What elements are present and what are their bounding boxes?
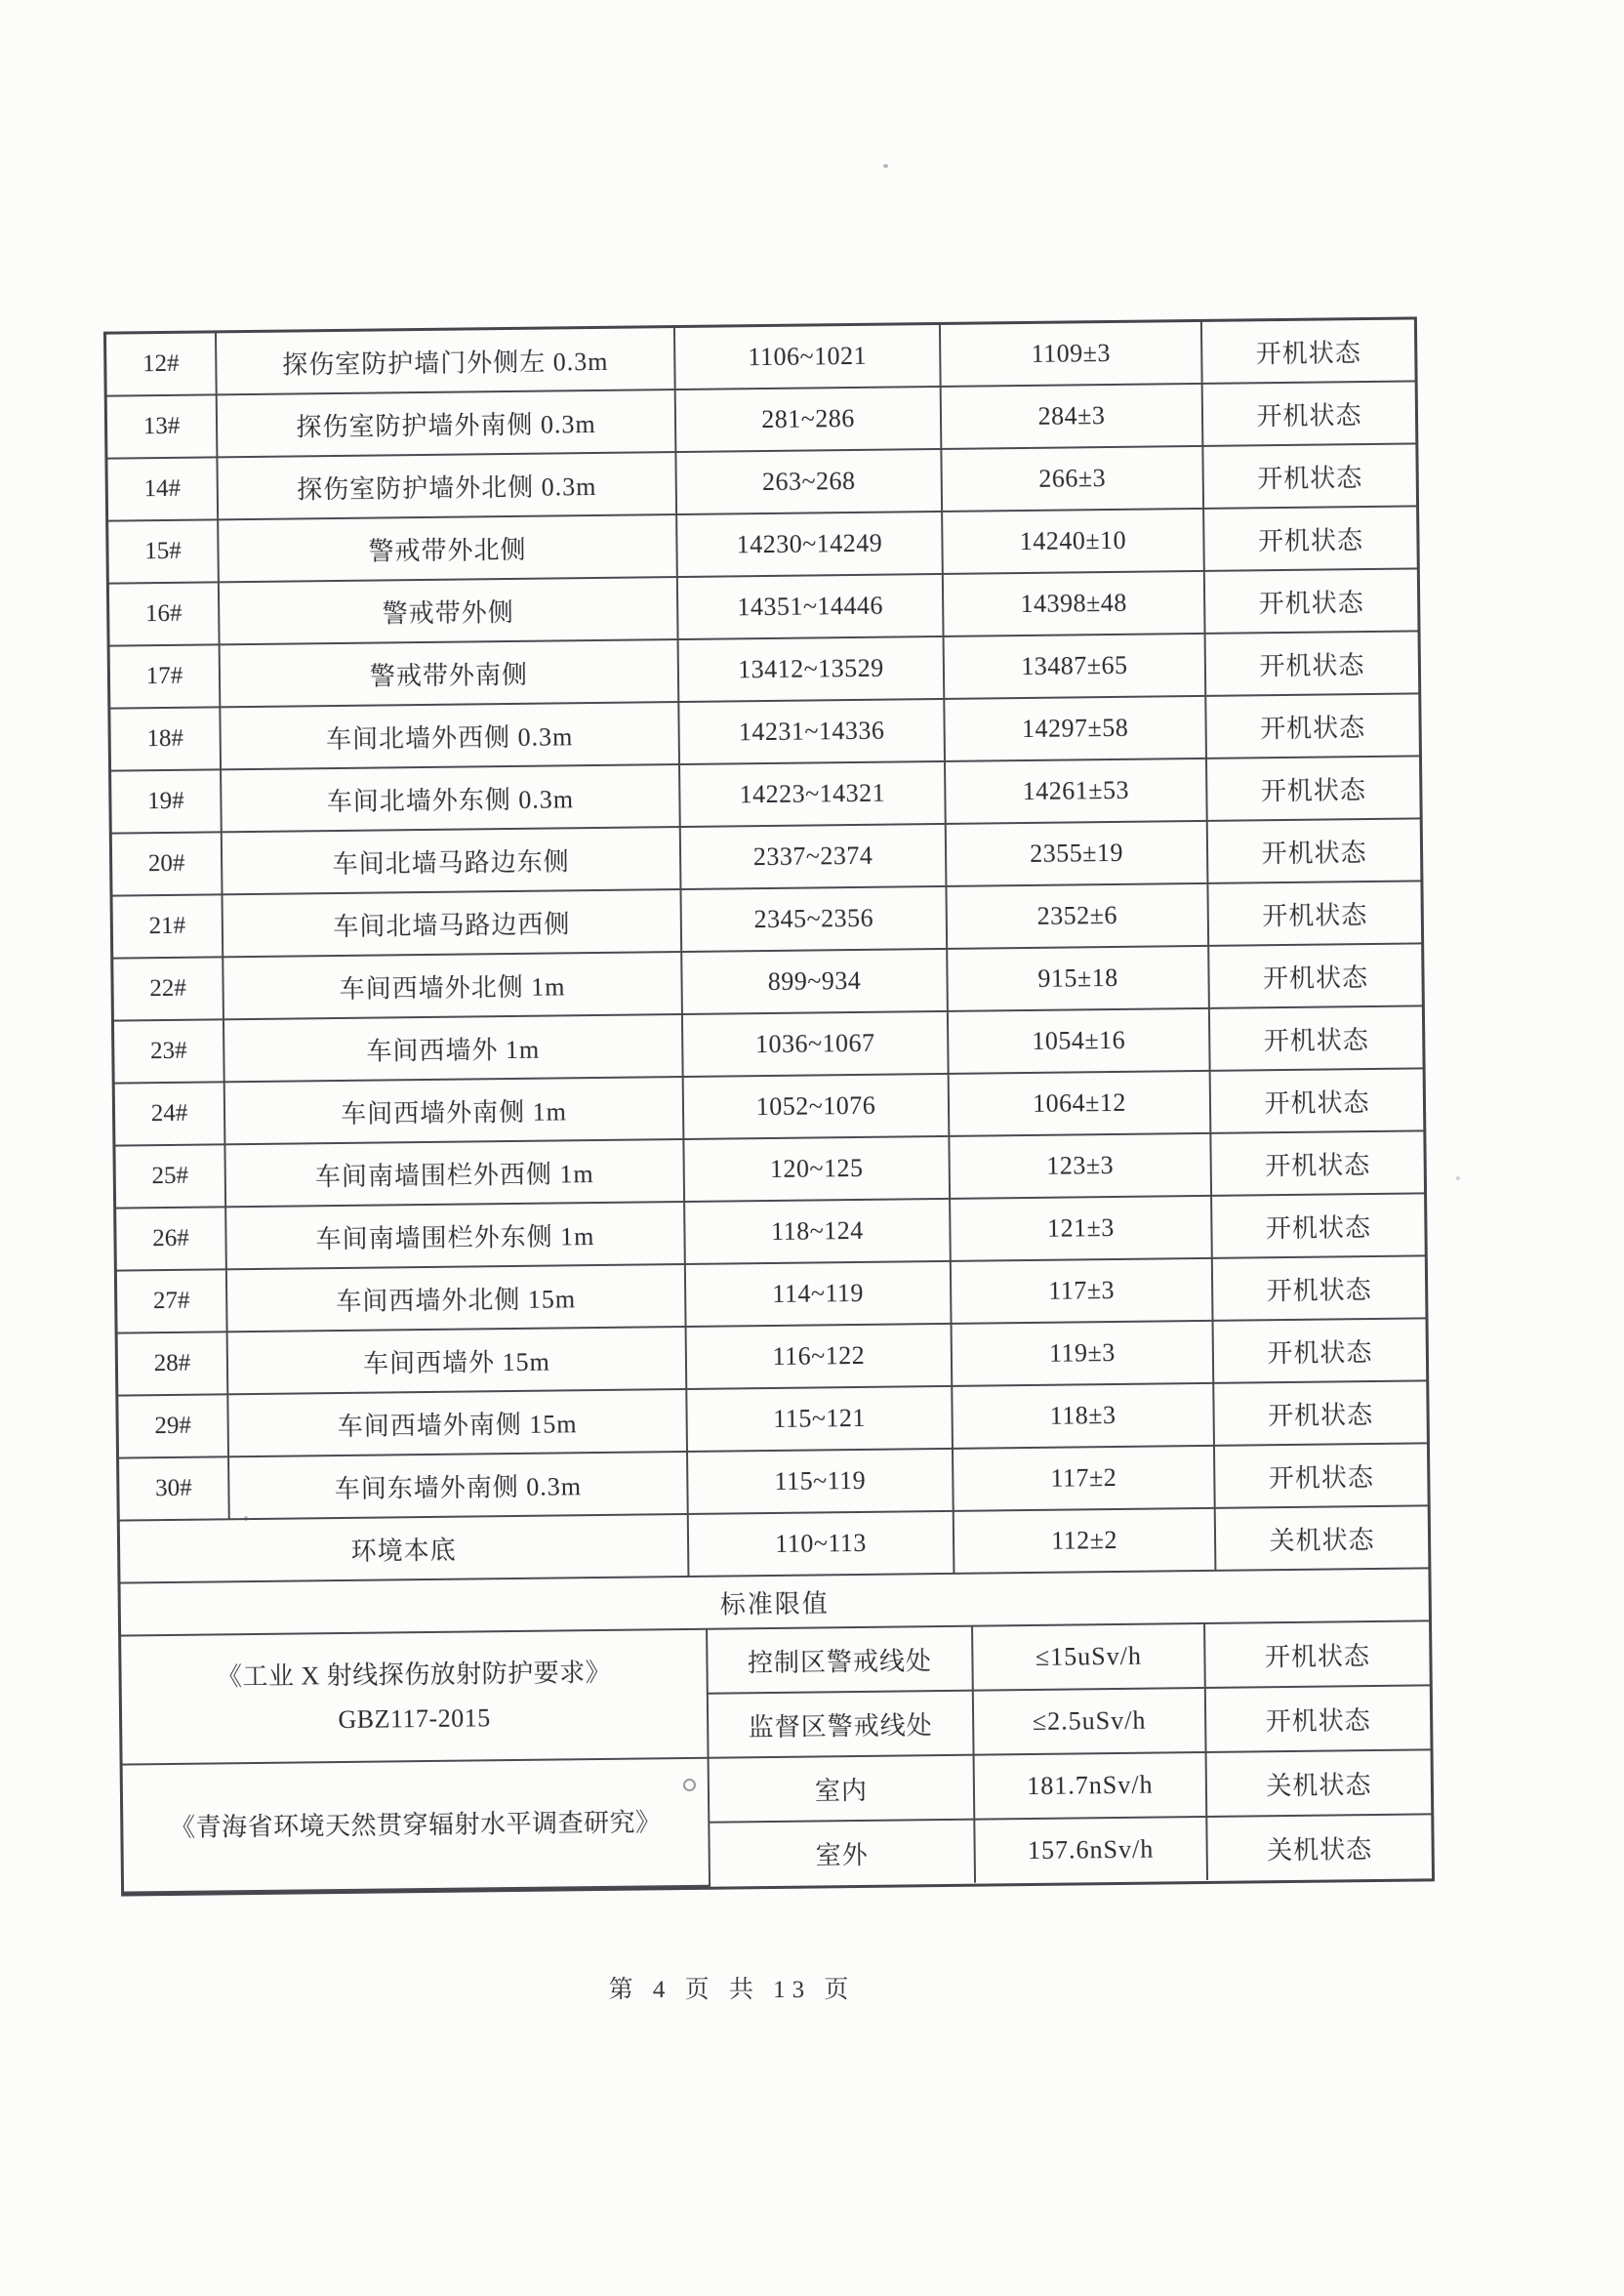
- point-id: 29#: [118, 1394, 228, 1457]
- dose-range: 263~268: [675, 449, 942, 514]
- device-status: 开机状态: [1206, 756, 1420, 820]
- limit-value: 181.7nSv/h: [974, 1752, 1207, 1820]
- dose-range: 120~125: [683, 1136, 950, 1202]
- device-status: 关机状态: [1215, 1505, 1429, 1570]
- dose-range: 14223~14321: [679, 761, 946, 827]
- zone-label: 监督区警戒线处: [708, 1691, 974, 1758]
- scan-speck: [244, 1516, 248, 1521]
- dose-mean: 1054±16: [948, 1008, 1210, 1074]
- point-location: 探伤室防护墙门外侧左 0.3m: [216, 328, 675, 394]
- dose-range: 14351~14446: [677, 574, 944, 639]
- dose-measurement-rows: [106, 319, 1428, 1583]
- device-status: 开机状态: [1203, 506, 1417, 570]
- dose-mean: 1064±12: [949, 1071, 1211, 1136]
- device-status: 开机状态: [1210, 1130, 1424, 1195]
- measurement-table: [103, 316, 1435, 1896]
- dose-range: 14230~14249: [676, 512, 943, 577]
- dose-mean: 14398±48: [943, 571, 1205, 636]
- dose-mean: 119±3: [952, 1321, 1214, 1386]
- dose-mean: 118±3: [952, 1383, 1214, 1449]
- zone-label: 控制区警戒线处: [707, 1627, 973, 1694]
- dose-range: 1052~1076: [683, 1074, 950, 1139]
- point-location: 车间南墙围栏外东侧 1m: [225, 1202, 685, 1269]
- point-id: 19#: [111, 769, 222, 833]
- dose-mean: 123±3: [949, 1133, 1211, 1199]
- zone-label: 室外: [709, 1820, 975, 1886]
- point-id: 16#: [109, 582, 220, 645]
- point-location: 车间北墙马路边西侧: [223, 889, 682, 957]
- point-location: 车间南墙围栏外西侧 1m: [224, 1139, 684, 1207]
- device-status: 开机状态: [1209, 1005, 1423, 1070]
- point-id: 17#: [110, 644, 221, 708]
- dose-range: 110~113: [688, 1511, 954, 1577]
- point-location: 探伤室防护墙外南侧 0.3m: [217, 390, 676, 457]
- standard-limits-table: [121, 1621, 1432, 1893]
- dose-mean: 14261±53: [945, 758, 1207, 824]
- point-location: 车间西墙外南侧 1m: [224, 1077, 684, 1144]
- point-location: 车间东墙外南侧 0.3m: [228, 1452, 688, 1519]
- standard-limit-section-header: 标准限值: [121, 1569, 1430, 1636]
- dose-mean: 112±2: [954, 1508, 1216, 1574]
- dose-mean: 266±3: [941, 446, 1203, 512]
- point-location: 车间西墙外 1m: [223, 1014, 683, 1082]
- dose-mean: 13487±65: [944, 634, 1206, 699]
- device-status: 开机状态: [1214, 1443, 1428, 1507]
- device-status: 开机状态: [1208, 943, 1422, 1007]
- point-location: 车间西墙外 15m: [227, 1327, 687, 1394]
- page-number-footer: 第 4 页 共 13 页: [608, 1977, 856, 2003]
- dose-range: 14231~14336: [678, 699, 945, 764]
- dose-range: 116~122: [686, 1324, 953, 1389]
- point-location: 警戒带外南侧: [220, 639, 679, 707]
- point-id: 26#: [116, 1207, 226, 1270]
- point-id: 30#: [119, 1456, 229, 1520]
- point-id: 15#: [108, 519, 219, 583]
- device-status: 开机状态: [1207, 818, 1421, 882]
- dose-range: 115~119: [687, 1449, 954, 1514]
- point-location: 车间西墙外南侧 15m: [227, 1389, 687, 1456]
- point-id: 27#: [117, 1269, 227, 1332]
- dose-mean: 915±18: [947, 946, 1209, 1011]
- device-status: 开机状态: [1201, 319, 1415, 383]
- point-id: 23#: [114, 1019, 224, 1083]
- dose-range: 118~124: [684, 1199, 951, 1264]
- point-location: 探伤室防护墙外北侧 0.3m: [217, 452, 676, 519]
- point-id: 28#: [118, 1332, 228, 1395]
- scan-speck: [1456, 1176, 1460, 1180]
- device-status: 开机状态: [1205, 631, 1419, 695]
- point-location: 车间西墙外北侧 1m: [223, 952, 682, 1019]
- point-id: 18#: [110, 707, 221, 770]
- device-status: 开机状态: [1202, 443, 1416, 508]
- scan-artifact-ring: [683, 1779, 696, 1791]
- device-status: 开机状态: [1211, 1193, 1425, 1257]
- standard-name-qinghai-survey: 《青海省环境天然贯穿辐射水平调查研究》: [123, 1758, 710, 1893]
- point-location: 警戒带外侧: [219, 577, 678, 644]
- dose-range: 899~934: [681, 949, 948, 1014]
- dose-mean: 284±3: [941, 384, 1203, 449]
- dose-range: 2345~2356: [680, 886, 947, 952]
- dose-range: 115~121: [686, 1386, 953, 1452]
- point-id: 22#: [113, 957, 223, 1020]
- point-location: 车间北墙外东侧 0.3m: [221, 764, 680, 832]
- device-status: 开机状态: [1213, 1318, 1427, 1382]
- point-location: 车间北墙外西侧 0.3m: [220, 702, 679, 769]
- dose-range: 1036~1067: [682, 1011, 949, 1077]
- point-id: 25#: [115, 1144, 225, 1208]
- point-id: 21#: [113, 894, 223, 958]
- point-location: 警戒带外北侧: [218, 514, 677, 582]
- device-status: 开机状态: [1204, 568, 1418, 633]
- point-location: 车间西墙外北侧 15m: [226, 1264, 686, 1332]
- device-status: 开机状态: [1213, 1380, 1427, 1445]
- device-status: 开机状态: [1207, 881, 1421, 945]
- point-id: 13#: [107, 394, 218, 458]
- standard-code: GBZ117-2015: [338, 1703, 491, 1735]
- standard-name-gbz117: [121, 1630, 708, 1765]
- dose-range: 281~286: [675, 387, 942, 452]
- device-status: 开机状态: [1212, 1255, 1426, 1320]
- device-status: 开机状态: [1204, 1621, 1430, 1688]
- background-label: 环境本底: [120, 1514, 689, 1583]
- dose-mean: 117±2: [953, 1446, 1215, 1511]
- dose-range: 13412~13529: [678, 636, 945, 702]
- device-status: 关机状态: [1206, 1749, 1432, 1817]
- point-id: 12#: [106, 333, 217, 395]
- point-id: 24#: [115, 1082, 225, 1145]
- point-id: 20#: [112, 832, 223, 895]
- dose-mean: 121±3: [950, 1196, 1212, 1261]
- dose-mean: 1109±3: [940, 322, 1202, 387]
- limit-value: ≤15uSv/h: [972, 1624, 1205, 1691]
- standard-title: 《工业 X 射线探伤放射防护要求》: [216, 1658, 612, 1692]
- device-status: 开机状态: [1205, 693, 1419, 758]
- dose-mean: 14297±58: [944, 696, 1206, 761]
- zone-label: 室内: [709, 1755, 975, 1823]
- device-status: 开机状态: [1202, 381, 1416, 445]
- dose-mean: 117±3: [951, 1258, 1213, 1324]
- point-location: 车间北墙马路边东侧: [222, 827, 681, 894]
- device-status: 开机状态: [1210, 1068, 1424, 1132]
- point-id: 14#: [107, 457, 218, 520]
- dose-mean: 14240±10: [942, 509, 1204, 574]
- dose-range: 2337~2374: [680, 824, 947, 889]
- limit-value: 157.6nSv/h: [974, 1817, 1207, 1883]
- device-status: 开机状态: [1205, 1685, 1431, 1752]
- dose-mean: 2355±19: [946, 821, 1208, 886]
- scan-speck: [883, 164, 888, 168]
- dose-range: 1106~1021: [674, 325, 941, 390]
- dose-mean: 2352±6: [946, 883, 1208, 949]
- device-status: 关机状态: [1266, 1834, 1373, 1865]
- dose-range: 114~119: [685, 1261, 952, 1327]
- limit-value: ≤2.5uSv/h: [973, 1688, 1206, 1755]
